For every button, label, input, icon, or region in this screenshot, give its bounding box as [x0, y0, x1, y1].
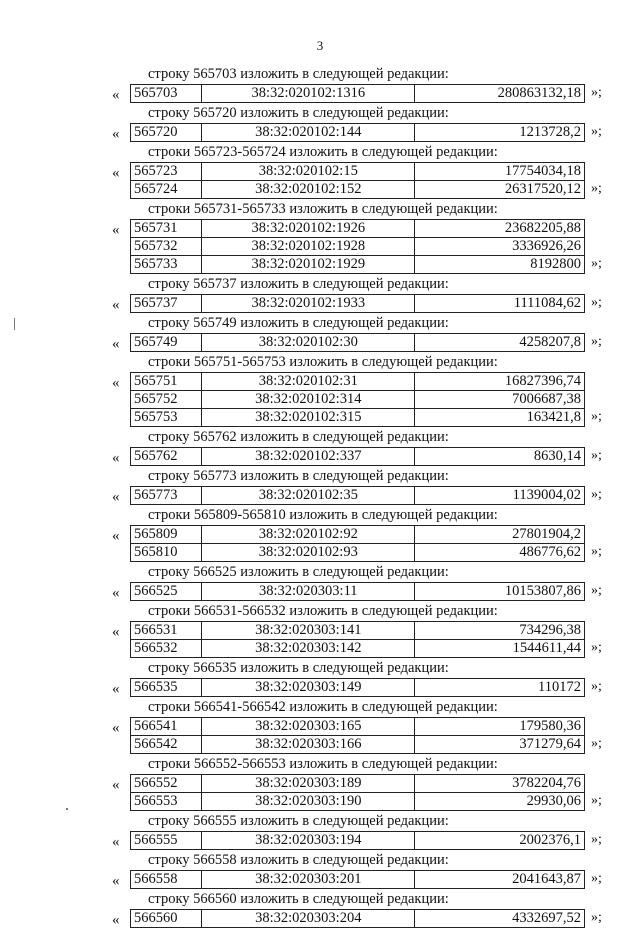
amendment-block: [0, 104, 640, 142]
row-number-cell: 565737: [131, 295, 202, 313]
amendment-table: [130, 831, 585, 850]
close-quote: »;: [591, 124, 602, 139]
cadastral-number-cell: 38:32:020102:1929: [202, 256, 415, 274]
page-number: 3: [316, 38, 324, 53]
cadastral-number-cell: 38:32:020102:152: [202, 181, 415, 199]
value-cell: 110172: [415, 679, 585, 697]
table-row: [131, 238, 585, 256]
table-row: [131, 622, 585, 640]
value-cell: 4332697,52: [415, 910, 585, 928]
row-number-cell: 565731: [131, 220, 202, 238]
value-cell: 2041643,87: [415, 871, 585, 889]
amendment-block: [0, 659, 640, 697]
open-quote: «: [112, 528, 120, 544]
open-quote: «: [112, 222, 120, 238]
row-number-cell: 565809: [131, 526, 202, 544]
amendment-block: [0, 755, 640, 811]
cadastral-number-cell: 38:32:020102:337: [202, 448, 415, 466]
row-number-cell: 565752: [131, 391, 202, 409]
amendment-heading: строку 565703 изложить в следующей редакции:: [148, 66, 449, 82]
row-number-cell: 565762: [131, 448, 202, 466]
table-row: [131, 736, 585, 754]
amendment-table: [130, 525, 585, 562]
amendment-table: [130, 219, 585, 274]
cadastral-number-cell: 38:32:020102:30: [202, 334, 415, 352]
close-quote: »;: [591, 487, 602, 502]
row-number-cell: 565773: [131, 487, 202, 505]
open-quote: «: [112, 912, 120, 928]
value-cell: 8630,14: [415, 448, 585, 466]
value-cell: 3336926,26: [415, 238, 585, 256]
row-number-cell: 565810: [131, 544, 202, 562]
table-row: [131, 295, 585, 313]
amendment-heading: строку 566525 изложить в следующей редакции:: [148, 564, 449, 580]
close-quote: »;: [591, 334, 602, 349]
cadastral-number-cell: 38:32:020102:1926: [202, 220, 415, 238]
amendment-block: [0, 428, 640, 466]
amendment-table: [130, 582, 585, 601]
row-number-cell: 565753: [131, 409, 202, 427]
row-number-cell: 566552: [131, 775, 202, 793]
amendment-heading: строку 565720 изложить в следующей редакции:: [148, 105, 449, 121]
table-row: [131, 583, 585, 601]
amendment-block: [0, 851, 640, 889]
amendment-heading: строки 565731-565733 изложить в следующей редакции:: [148, 201, 498, 217]
value-cell: 2002376,1: [415, 832, 585, 850]
amendment-block: [0, 506, 640, 562]
open-quote: «: [112, 297, 120, 313]
table-row: [131, 220, 585, 238]
value-cell: 280863132,18: [415, 85, 585, 103]
table-row: [131, 85, 585, 103]
close-quote: »;: [591, 679, 602, 694]
amendment-heading: строки 565723-565724 изложить в следующей редакции:: [148, 144, 498, 160]
amendment-block: [0, 890, 640, 928]
cadastral-number-cell: 38:32:020102:92: [202, 526, 415, 544]
row-number-cell: 566558: [131, 871, 202, 889]
row-number-cell: 565703: [131, 85, 202, 103]
value-cell: 3782204,76: [415, 775, 585, 793]
table-row: [131, 409, 585, 427]
value-cell: 4258207,8: [415, 334, 585, 352]
row-number-cell: 565724: [131, 181, 202, 199]
cadastral-number-cell: 38:32:020303:141: [202, 622, 415, 640]
cadastral-number-cell: 38:32:020102:1316: [202, 85, 415, 103]
amendment-block: [0, 275, 640, 313]
table-row: [131, 640, 585, 658]
open-quote: «: [112, 87, 120, 103]
close-quote: »;: [591, 85, 602, 100]
open-quote: «: [112, 126, 120, 142]
row-number-cell: 566560: [131, 910, 202, 928]
amendment-block: [0, 143, 640, 199]
amendment-block: [0, 467, 640, 505]
cadastral-number-cell: 38:32:020102:31: [202, 373, 415, 391]
amendment-table: [130, 678, 585, 697]
table-row: [131, 448, 585, 466]
table-row: [131, 391, 585, 409]
amendment-block: [0, 353, 640, 427]
value-cell: 734296,38: [415, 622, 585, 640]
table-row: [131, 544, 585, 562]
amendment-table: [130, 294, 585, 313]
value-cell: 8192800: [415, 256, 585, 274]
table-row: [131, 181, 585, 199]
amendment-table: [130, 447, 585, 466]
row-number-cell: 566555: [131, 832, 202, 850]
amendment-table: [130, 774, 585, 811]
cadastral-number-cell: 38:32:020303:149: [202, 679, 415, 697]
close-quote: »;: [591, 256, 602, 271]
value-cell: 23682205,88: [415, 220, 585, 238]
row-number-cell: 565723: [131, 163, 202, 181]
cadastral-number-cell: 38:32:020303:189: [202, 775, 415, 793]
table-row: [131, 775, 585, 793]
value-cell: 486776,62: [415, 544, 585, 562]
amendment-block: [0, 200, 640, 274]
value-cell: 179580,36: [415, 718, 585, 736]
amendment-heading: строки 566541-566542 изложить в следующей редакции:: [148, 699, 498, 715]
amendment-table: [130, 717, 585, 754]
amendment-heading: строки 566552-566553 изложить в следующей редакции:: [148, 756, 498, 772]
value-cell: 1111084,62: [415, 295, 585, 313]
open-quote: «: [112, 450, 120, 466]
row-number-cell: 565720: [131, 124, 202, 142]
amendments-list: [0, 65, 640, 929]
cadastral-number-cell: 38:32:020102:1933: [202, 295, 415, 313]
amendment-heading: строку 565749 изложить в следующей редакции:: [148, 315, 449, 331]
table-row: [131, 163, 585, 181]
cadastral-number-cell: 38:32:020102:35: [202, 487, 415, 505]
amendment-table: [130, 162, 585, 199]
row-number-cell: 566532: [131, 640, 202, 658]
row-number-cell: 565749: [131, 334, 202, 352]
amendment-table: [130, 870, 585, 889]
table-row: [131, 487, 585, 505]
amendment-heading: строку 565762 изложить в следующей редакции:: [148, 429, 449, 445]
row-number-cell: 566542: [131, 736, 202, 754]
amendment-block: [0, 563, 640, 601]
cadastral-number-cell: 38:32:020303:165: [202, 718, 415, 736]
value-cell: 1544611,44: [415, 640, 585, 658]
close-quote: »;: [591, 448, 602, 463]
amendment-table: [130, 123, 585, 142]
row-number-cell: 565732: [131, 238, 202, 256]
open-quote: «: [112, 777, 120, 793]
value-cell: 1213728,2: [415, 124, 585, 142]
row-number-cell: 566553: [131, 793, 202, 811]
table-row: [131, 910, 585, 928]
table-row: [131, 124, 585, 142]
value-cell: 10153807,86: [415, 583, 585, 601]
table-row: [131, 373, 585, 391]
close-quote: »;: [591, 793, 602, 808]
row-number-cell: 565733: [131, 256, 202, 274]
cadastral-number-cell: 38:32:020303:166: [202, 736, 415, 754]
table-row: [131, 871, 585, 889]
row-number-cell: 566535: [131, 679, 202, 697]
close-quote: »;: [591, 640, 602, 655]
value-cell: 371279,64: [415, 736, 585, 754]
amendment-block: [0, 812, 640, 850]
close-quote: »;: [591, 583, 602, 598]
amendment-heading: строку 566535 изложить в следующей редакции:: [148, 660, 449, 676]
amendment-heading: строки 565751-565753 изложить в следующей редакции:: [148, 354, 498, 370]
amendment-heading: строку 566558 изложить в следующей редакции:: [148, 852, 449, 868]
close-quote: »;: [591, 295, 602, 310]
cadastral-number-cell: 38:32:020102:1928: [202, 238, 415, 256]
value-cell: 17754034,18: [415, 163, 585, 181]
value-cell: 7006687,38: [415, 391, 585, 409]
value-cell: 16827396,74: [415, 373, 585, 391]
cadastral-number-cell: 38:32:020303:204: [202, 910, 415, 928]
cadastral-number-cell: 38:32:020303:11: [202, 583, 415, 601]
cadastral-number-cell: 38:32:020303:194: [202, 832, 415, 850]
open-quote: «: [112, 873, 120, 889]
value-cell: 1139004,02: [415, 487, 585, 505]
open-quote: «: [112, 336, 120, 352]
amendment-table: [130, 909, 585, 928]
amendment-table: [130, 486, 585, 505]
close-quote: »;: [591, 736, 602, 751]
close-quote: »;: [591, 409, 602, 424]
cadastral-number-cell: 38:32:020303:201: [202, 871, 415, 889]
table-row: [131, 718, 585, 736]
open-quote: «: [112, 489, 120, 505]
open-quote: «: [112, 720, 120, 736]
cadastral-number-cell: 38:32:020303:190: [202, 793, 415, 811]
amendment-heading: строку 565737 изложить в следующей редакции:: [148, 276, 449, 292]
cadastral-number-cell: 38:32:020102:315: [202, 409, 415, 427]
table-row: [131, 256, 585, 274]
value-cell: 27801904,2: [415, 526, 585, 544]
table-row: [131, 793, 585, 811]
open-quote: «: [112, 834, 120, 850]
amendment-block: [0, 698, 640, 754]
row-number-cell: 566531: [131, 622, 202, 640]
open-quote: «: [112, 165, 120, 181]
amendment-heading: строку 566560 изложить в следующей редакции:: [148, 891, 449, 907]
amendment-table: [130, 333, 585, 352]
amendment-block: [0, 314, 640, 352]
amendment-block: [0, 602, 640, 658]
amendment-table: [130, 84, 585, 103]
close-quote: »;: [591, 910, 602, 925]
open-quote: «: [112, 375, 120, 391]
table-row: [131, 334, 585, 352]
amendment-heading: строки 566531-566532 изложить в следующей редакции:: [148, 603, 498, 619]
close-quote: »;: [591, 544, 602, 559]
table-row: [131, 832, 585, 850]
row-number-cell: 566541: [131, 718, 202, 736]
cadastral-number-cell: 38:32:020102:93: [202, 544, 415, 562]
close-quote: »;: [591, 832, 602, 847]
value-cell: 29930,06: [415, 793, 585, 811]
table-row: [131, 679, 585, 697]
close-quote: »;: [591, 181, 602, 196]
cadastral-number-cell: 38:32:020102:314: [202, 391, 415, 409]
amendment-heading: строку 565773 изложить в следующей редакции:: [148, 468, 449, 484]
value-cell: 163421,8: [415, 409, 585, 427]
value-cell: 26317520,12: [415, 181, 585, 199]
amendment-table: [130, 621, 585, 658]
amendment-table: [130, 372, 585, 427]
cadastral-number-cell: 38:32:020102:15: [202, 163, 415, 181]
open-quote: «: [112, 585, 120, 601]
cadastral-number-cell: 38:32:020102:144: [202, 124, 415, 142]
amendment-block: [0, 65, 640, 103]
amendment-heading: строку 566555 изложить в следующей редакции:: [148, 813, 449, 829]
cadastral-number-cell: 38:32:020303:142: [202, 640, 415, 658]
open-quote: «: [112, 681, 120, 697]
row-number-cell: 565751: [131, 373, 202, 391]
row-number-cell: 566525: [131, 583, 202, 601]
open-quote: «: [112, 624, 120, 640]
close-quote: »;: [591, 871, 602, 886]
table-row: [131, 526, 585, 544]
amendment-heading: строки 565809-565810 изложить в следующей редакции:: [148, 507, 498, 523]
